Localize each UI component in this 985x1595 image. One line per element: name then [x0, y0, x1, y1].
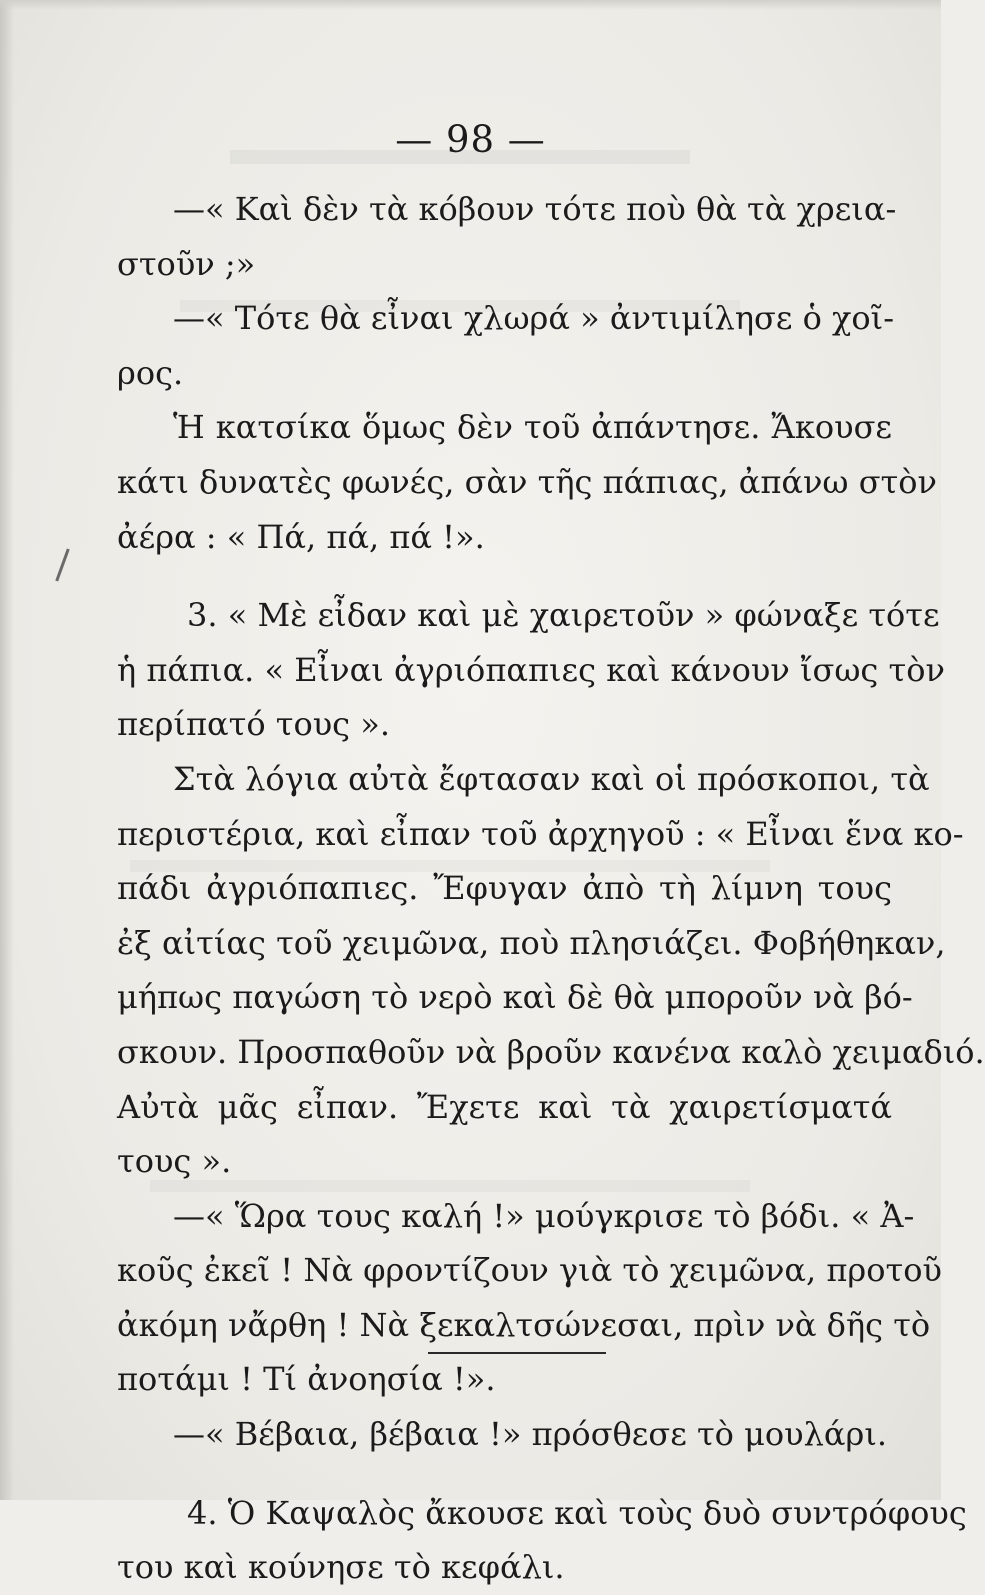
- text-line: —« Καὶ δὲν τὰ κόβουν τότε ποὺ θὰ τὰ χρεια-: [173, 190, 897, 228]
- page-left-shadow: [0, 0, 14, 1500]
- text-line: 4. Ὁ Καψαλὸς ἄκουσε καὶ τοὺς δυὸ συντρόφους: [187, 1493, 967, 1532]
- text-line: ἡ πάπια. « Εἶναι ἀγριόπαπιες καὶ κάνουν ἴσως τὸν: [117, 650, 945, 689]
- text-line: του καὶ κούνησε τὸ κεφάλι.: [117, 1548, 565, 1587]
- text-line: κοῦς ἐκεῖ ! Νὰ φροντίζουν γιὰ τὸ χειμῶνα, προτοῦ: [117, 1251, 942, 1290]
- text-line: ἀκόμη νἄρθη ! Νὰ ξεκαλτσώνεσαι, πρὶν νὰ δῆς τὸ: [117, 1305, 931, 1344]
- page-top-shadow: [0, 0, 941, 10]
- body-text: [117, 182, 985, 1595]
- text-line: ρος.: [117, 353, 184, 392]
- text-line: 3. « Μὲ εἶδαν καὶ μὲ χαιρετοῦν » φώναξε τότε: [187, 596, 940, 635]
- paragraph-gap: [117, 1462, 892, 1486]
- text-line: —« Βέβαια, βέβαια !» πρόσθεσε τὸ μουλάρι.: [173, 1415, 888, 1454]
- text-line: ἀέρα : « Πά, πά, πά !».: [117, 517, 485, 556]
- section-end-rule: [428, 1352, 606, 1354]
- text-line: στοῦν ;»: [117, 244, 256, 283]
- text-line: ποτάμι ! Τί ἀνοησία !».: [117, 1360, 496, 1399]
- margin-pencil-mark: [55, 549, 69, 582]
- text-line: Ἡ κατσίκα ὅμως δὲν τοῦ ἀπάντησε. Ἄκουσε: [173, 408, 892, 447]
- text-line: σκουν. Προσπαθοῦν νὰ βροῦν κανένα καλὸ χειμαδιό.: [117, 1032, 985, 1071]
- page-number: — 98 —: [395, 118, 546, 161]
- paragraph-gap: [117, 564, 892, 588]
- text-line: τους ».: [117, 1142, 232, 1181]
- text-line: περίπατό τους ».: [117, 705, 391, 744]
- text-line: Στὰ λόγια αὐτὰ ἔφτασαν καὶ οἱ πρόσκοποι, τὰ: [173, 759, 930, 798]
- text-line: —« Ὥρα τους καλή !» μούγκρισε τὸ βόδι. « Ἀ-: [173, 1196, 915, 1235]
- text-line: κάτι δυνατὲς φωνές, σὰν τῆς πάπιας, ἀπάνω στὸν: [117, 462, 937, 501]
- text-line: μήπως παγώση τὸ νερὸ καὶ δὲ θὰ μποροῦν νὰ βό-: [117, 978, 913, 1017]
- text-line: πάδι ἀγριόπαπιες. Ἔφυγαν ἀπὸ τὴ λίμνη τους: [117, 869, 892, 908]
- text-line: —« Τότε θὰ εἶναι χλωρά » ἀντιμίλησε ὁ χοῖ-: [173, 299, 895, 338]
- text-line: Αὐτὰ μᾶς εἶπαν. Ἔχετε καὶ τὰ χαιρετίσματά: [117, 1087, 892, 1126]
- text-line: περιστέρια, καὶ εἶπαν τοῦ ἀρχηγοῦ : « Εἶναι ἕνα κο-: [117, 814, 964, 853]
- text-line: ἐξ αἰτίας τοῦ χειμῶνα, ποὺ πλησιάζει. Φοβήθηκαν,: [117, 923, 946, 962]
